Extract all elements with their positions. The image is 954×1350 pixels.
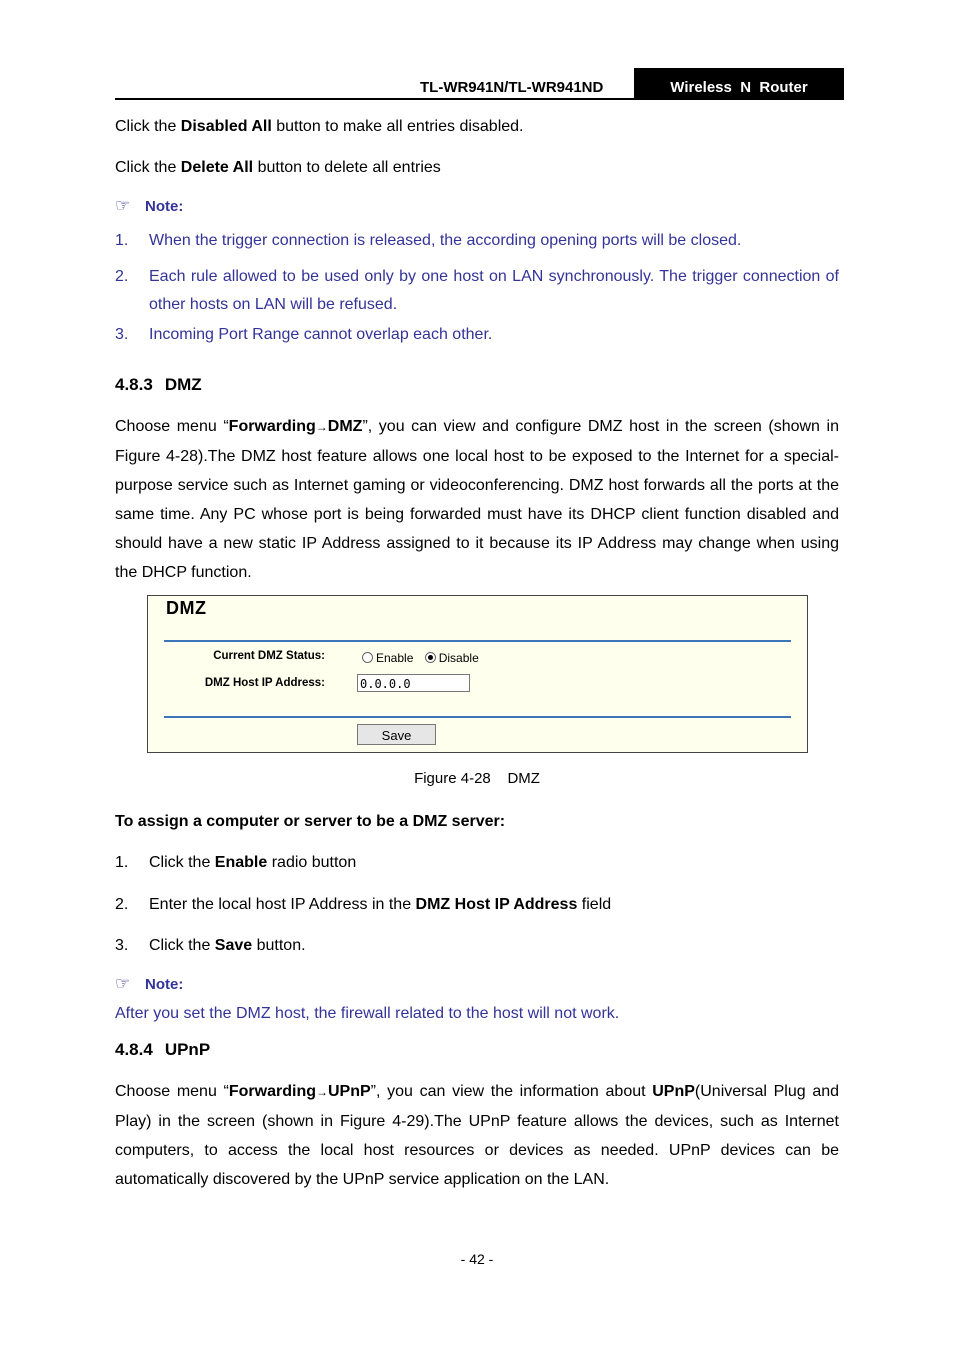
bold-text: Delete All	[180, 159, 254, 176]
assign-step-1	[115, 848, 839, 877]
dmz-screenshot	[147, 595, 808, 753]
menu-text: Forwarding	[228, 1083, 316, 1100]
note-item-1	[115, 226, 839, 255]
header-rule	[115, 98, 844, 100]
dmz-status-radio-group	[362, 651, 479, 665]
figure-caption: Figure 4-28 DMZ	[414, 770, 540, 787]
bold-text: Save	[214, 937, 253, 954]
radio-selected-icon[interactable]	[425, 652, 436, 663]
list-text: Incoming Port Range cannot overlap each other.	[149, 326, 493, 343]
menu-text: DMZ	[327, 418, 363, 435]
radio-label: Disable	[438, 651, 479, 665]
text: field	[577, 896, 612, 913]
disable-radio[interactable]	[425, 651, 479, 665]
bold-text: Disabled All	[180, 118, 272, 135]
text: ”, you can view the information about	[370, 1083, 653, 1100]
header-model: TL-WR941N/TL-WR941ND	[420, 79, 604, 96]
figure-divider	[164, 716, 791, 718]
section-title: UPnP	[164, 1040, 211, 1059]
section-number: 4.8.3	[115, 375, 153, 394]
section-heading-upnp	[115, 1040, 210, 1060]
menu-text: Forwarding	[228, 418, 316, 435]
note-heading	[115, 196, 183, 216]
note-label: Note:	[145, 976, 184, 993]
text: Click the	[115, 118, 181, 135]
text: button to make all entries disabled.	[271, 118, 524, 135]
note-item-3	[115, 320, 839, 349]
page-number: - 42 -	[460, 1251, 494, 1267]
arrow-icon: →	[315, 1085, 328, 1099]
status-label: Current DMZ Status:	[213, 650, 325, 662]
ip-label: DMZ Host IP Address:	[204, 677, 325, 689]
list-number: 3.	[115, 326, 129, 343]
menu-text: UPnP	[327, 1083, 371, 1100]
radio-circle-icon[interactable]	[362, 652, 373, 663]
assign-step-2	[115, 890, 839, 919]
upnp-description	[115, 1077, 839, 1194]
bold-text: Enable	[214, 854, 268, 871]
assign-step-3	[115, 931, 839, 960]
enable-radio[interactable]	[362, 651, 413, 665]
text: Click the	[115, 159, 181, 176]
arrow-icon: →	[315, 420, 328, 434]
text: (Universal Plug and Play) in the screen (shown in Figure 4-29).The UPnP feature allows the devices, such as Internet computers, to access the local host resources or devices as needed. UPnP devices can be automatically discovered by the UPnP service application on the LAN.	[115, 1083, 840, 1188]
pointing-hand-icon: ☞	[115, 196, 131, 215]
list-number: 2.	[115, 268, 129, 285]
note-item-2	[115, 263, 839, 319]
dmz-host-ip-input[interactable]: 0.0.0.0	[357, 674, 470, 692]
section-title: DMZ	[164, 375, 202, 394]
text: Enter the local host IP Address in the	[149, 896, 416, 913]
list-number: 1.	[115, 854, 129, 871]
header-product-box	[634, 68, 844, 99]
note-label: Note:	[145, 198, 184, 215]
list-number: 3.	[115, 937, 129, 954]
text: button to delete all entries	[253, 159, 441, 176]
text: Click the	[149, 937, 215, 954]
note-2-text: After you set the DMZ host, the firewall related to the host will not work.	[115, 1005, 620, 1022]
text: Choose menu “	[115, 1083, 229, 1100]
list-text: When the trigger connection is released, the according opening ports will be closed.	[149, 232, 742, 249]
list-text: Each rule allowed to be used only by one host on LAN synchronously. The trigger connection of other hosts on LAN will be refused.	[149, 268, 839, 313]
text: ”, you can view and configure DMZ host in the screen (shown in Figure 4-28).The DMZ host feature allows one local host to be exposed to the Internet for a special-purpose service such as Internet gaming or videoconferencing. DMZ host forwards all the ports at the same time. Any PC whose port is being forwarded must have its DHCP client function disabled and should have a new static IP Address assigned to it because its IP Address may change when using the DHCP function.	[115, 418, 839, 581]
text: button.	[252, 937, 306, 954]
bold-text: DMZ Host IP Address	[415, 896, 578, 913]
figure-divider	[164, 640, 791, 642]
section-number: 4.8.4	[115, 1040, 153, 1059]
text: Click the	[149, 854, 215, 871]
list-number: 2.	[115, 896, 129, 913]
dmz-description	[115, 412, 839, 587]
text: Choose menu “	[115, 418, 229, 435]
intro-delete-all	[115, 153, 839, 182]
assign-heading: To assign a computer or server to be a DMZ server:	[115, 813, 506, 830]
intro-disabled-all	[115, 112, 839, 141]
text: radio button	[267, 854, 357, 871]
header-product: Wireless N Router	[670, 79, 808, 96]
radio-label: Enable	[376, 651, 414, 665]
pointing-hand-icon: ☞	[115, 974, 131, 993]
save-button[interactable]: Save	[357, 724, 436, 745]
figure-title: DMZ	[166, 598, 207, 618]
list-number: 1.	[115, 232, 129, 249]
note-heading-2	[115, 974, 183, 994]
bold-text: UPnP	[652, 1083, 695, 1100]
section-heading-dmz	[115, 375, 202, 395]
